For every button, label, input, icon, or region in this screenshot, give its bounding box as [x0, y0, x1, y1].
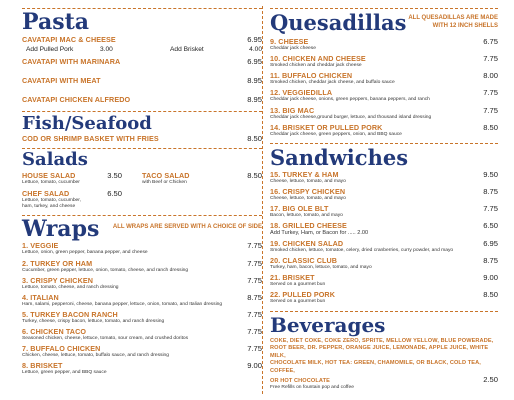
item-desc: Lettuce, tomato, cucumber,: [22, 198, 81, 204]
addon-label: Add Pulled Pork: [26, 46, 74, 53]
item-price: 7.75: [483, 204, 498, 213]
menu-item: [270, 54, 498, 63]
item-name: CAVATAPI CHICKEN ALFREDO: [22, 95, 131, 104]
item-name: 6. CHICKEN TACO: [22, 327, 87, 336]
menu-item: [22, 57, 262, 66]
left-column: [22, 0, 262, 376]
item-desc: Turkey, ham, bacon, lettuce, tomato, and mayo: [270, 265, 372, 271]
item-name: COD OR SHRIMP BASKET WITH FRIES: [22, 134, 159, 143]
wraps-header: [22, 216, 262, 243]
item-price: 7.75: [247, 344, 262, 354]
menu-item: [22, 171, 122, 180]
item-name: 1. VEGGIE: [22, 241, 59, 251]
item-name: 18. GRILLED CHEESE: [270, 221, 347, 231]
divider: [270, 311, 498, 312]
item-desc: ham, turkey, and cheese: [22, 204, 76, 210]
menu-item: [270, 239, 498, 248]
item-price: 8.50: [247, 171, 262, 180]
item-desc: Cheddar jack cheese: [270, 46, 316, 51]
menu-item: [22, 293, 262, 302]
item-price: 3.50: [107, 171, 122, 180]
item-desc: Cheese, lettuce, tomato, and mayo: [270, 178, 346, 184]
item-name: 9. CHEESE: [270, 37, 309, 46]
beverages-list: [270, 338, 498, 392]
item-name: 3. CRISPY CHICKEN: [22, 275, 94, 285]
item-price: 6.50: [483, 221, 498, 231]
item-desc: Cucumber, green pepper, lettuce, onion, tomato, cheese, and ranch dressing: [22, 267, 189, 273]
divider: [22, 111, 262, 112]
salads-right: [142, 171, 262, 210]
item-desc: Served on a gourmet bun: [270, 282, 326, 288]
wraps-title: Wraps: [22, 216, 100, 243]
pasta-list: [22, 35, 262, 104]
item-price: 6.95: [247, 35, 262, 44]
item-desc: Cheddar jack cheese,ground burger, lettuce, and thousand island dressing: [270, 114, 432, 120]
item-price: 9.50: [483, 169, 498, 179]
beverages-title: Beverages: [270, 312, 386, 337]
menu-item: [270, 106, 498, 115]
item-price: 8.95: [247, 76, 262, 85]
menu-item: [22, 35, 262, 44]
item-price: 8.00: [483, 71, 498, 81]
item-name: 15. TURKEY & HAM: [270, 169, 339, 179]
item-name: HOUSE SALAD: [22, 171, 76, 180]
item-name: 14. BRISKET OR PULLED PORK: [270, 122, 383, 132]
item-name: CAVATAPI MAC & CHEESE: [22, 35, 116, 44]
salads-title: Salads: [22, 149, 88, 170]
item-price: 6.50: [107, 189, 122, 199]
item-price: 7.75: [247, 241, 262, 251]
menu-item: [22, 276, 262, 285]
item-price: 8.95: [247, 95, 262, 104]
item-desc: Smoked chicken and cheddar jack cheese: [270, 63, 362, 69]
menu-item: [22, 344, 262, 353]
item-price: 7.75: [247, 309, 262, 319]
item-name: CHEF SALAD: [22, 189, 70, 199]
menu-item: [270, 123, 498, 132]
item-name: TACO SALAD: [142, 171, 190, 180]
menu-item: [22, 189, 122, 198]
beverage-line: OR HOT CHOCOLATE: [270, 378, 330, 385]
item-price: 7.75: [247, 258, 262, 268]
addon-price: 4.00: [249, 46, 262, 53]
item-name: 11. BUFFALO CHICKEN: [270, 71, 353, 81]
menu-item: [270, 204, 498, 213]
menu-item: [270, 37, 498, 46]
item-desc: Lettuce, onion, green pepper, banana pepper, and cheese: [22, 250, 148, 256]
item-price: 9.00: [483, 273, 498, 283]
beverage-line: COKE, DIET COKE, COKE ZERO, SPRITE, MELLOW YELLOW, BLUE POWERADE,: [270, 337, 494, 344]
item-price: 6.95: [483, 239, 498, 249]
note-line: WITH 12 INCH SHELLS: [432, 22, 498, 29]
item-price: 7.75: [483, 54, 498, 64]
item-name: 12. VEGGIEDILLA: [270, 88, 333, 98]
item-desc: Lettuce, green pepper, and BBQ sauce: [22, 370, 107, 376]
quesadillas-header: [270, 12, 498, 33]
item-price: 8.75: [483, 186, 498, 196]
divider: [270, 143, 498, 144]
item-name: 8. BRISKET: [22, 361, 63, 371]
item-price: 7.75: [247, 275, 262, 285]
item-desc: Add Turkey, Ham, or Bacon for ..... 2.00: [270, 230, 369, 237]
beverage-line: CHOCOLATE MILK, HOT TEA: GREEN, CHAMOMILE, OR BLACK, COLD TEA, COFFEE,: [270, 360, 481, 374]
note-line: ALL QUESADILLAS ARE MADE: [408, 15, 498, 21]
item-price: 7.75: [247, 327, 262, 336]
menu-item: [22, 134, 262, 143]
sandwiches-title: Sandwiches: [270, 144, 409, 170]
item-desc: Lettuce, tomato, cheese, and ranch dressing: [22, 284, 119, 290]
item-desc: Seasoned chicken, cheese, lettuce, tomato, sour cream, and crushed doritos: [22, 336, 189, 341]
sandwiches-list: [270, 170, 498, 306]
quesadillas-list: [270, 37, 498, 138]
item-desc: Turkey, cheese, crispy bacon, lettuce, tomato, and ranch dressing: [22, 318, 165, 324]
item-name: 22. PULLED PORK: [270, 290, 336, 300]
item-desc: Cheese, lettuce, tomato, and mayo: [270, 195, 346, 201]
item-price: 8.50: [483, 122, 498, 132]
item-desc: with Beef or Chicken: [142, 180, 187, 185]
menu-item: [22, 95, 262, 104]
item-desc: Lettuce, tomato, cucumber: [22, 180, 80, 185]
item-price: 9.00: [247, 361, 262, 371]
wraps-list: [22, 241, 262, 376]
menu-item: [22, 361, 262, 370]
item-price: 6.95: [247, 57, 262, 66]
item-desc: Cheddar jack cheese, green peppers, onion, and BBQ sauce: [270, 131, 402, 137]
quesadillas-title: Quesadillas: [270, 10, 407, 35]
item-desc: Smoked chicken, lettuce, tomatoe, celery, dried cranberries, curry powder, and mayo: [270, 248, 454, 254]
pasta-addons: [22, 46, 262, 53]
menu-item: [270, 375, 498, 384]
menu-item: [22, 259, 262, 268]
item-name: CAVATAPI WITH MEAT: [22, 76, 101, 85]
right-column: [270, 0, 498, 391]
quesadillas-note: [408, 15, 498, 30]
menu-item: [270, 170, 498, 179]
item-name: 7. BUFFALO CHICKEN: [22, 344, 101, 354]
addon-label: Add Brisket: [170, 46, 204, 53]
item-name: CAVATAPI WITH MARINARA: [22, 57, 121, 66]
item-name: 5. TURKEY BACON RANCH: [22, 309, 118, 319]
item-price: 2.50: [483, 375, 498, 385]
item-desc: Bacon, lettuce, tomato, and mayo: [270, 213, 343, 218]
item-price: 8.50: [483, 290, 498, 300]
fish-title: Fish/Seafood: [22, 113, 152, 134]
divider: [270, 8, 498, 9]
item-name: 17. BIG OLE BLT: [270, 204, 329, 213]
item-price: 7.75: [483, 88, 498, 98]
menu-item: [22, 310, 262, 319]
salads-list: [22, 171, 262, 210]
item-name: 13. BIG MAC: [270, 105, 315, 115]
menu-item: [270, 221, 498, 230]
item-desc: Cheddar jack cheese, onions, green peppers, banana peppers, and ranch: [270, 97, 430, 103]
item-name: 10. CHICKEN AND CHEESE: [270, 54, 366, 64]
beverage-line: ROOT BEER, DR. PEPPER, ORANGE JUICE, LEMONADE, APPLE JUICE, WHITE MILK,: [270, 345, 489, 359]
salads-left: [22, 171, 142, 210]
item-desc: Smoked chicken, cheddar jack cheese, and buffalo sauce: [270, 80, 395, 86]
menu-item: [270, 256, 498, 265]
wraps-note: ALL WRAPS ARE SERVED WITH A CHOICE OF SIDE: [112, 224, 262, 231]
pasta-title: Pasta: [22, 9, 90, 35]
item-name: 19. CHICKEN SALAD: [270, 239, 344, 249]
menu-item: [22, 327, 262, 336]
item-desc: Served on a gourmet bun: [270, 299, 326, 305]
item-price: 8.50: [247, 134, 262, 143]
item-name: 4. ITALIAN: [22, 292, 59, 302]
item-price: 6.75: [483, 37, 498, 46]
menu-item: [270, 71, 498, 80]
beverages-note: Free Refills on fountain pop and coffee: [270, 385, 354, 391]
item-name: 21. BRISKET: [270, 273, 315, 283]
addon-price: 3.00: [100, 46, 113, 53]
menu-item: [270, 187, 498, 196]
item-desc: Chicken, cheese, lettuce, tomato, buffalo sauce, and ranch dressing: [22, 353, 169, 359]
item-name: 2. TURKEY OR HAM: [22, 258, 93, 268]
item-desc: Ham, salami, pepperoni, cheese, banana pepper, lettuce, onion, tomato, and Italian dressing: [22, 301, 223, 307]
item-name: 16. CRISPY CHICKEN: [270, 186, 346, 196]
menu-item: [270, 273, 498, 282]
item-name: 20. CLASSIC CLUB: [270, 256, 338, 266]
item-price: 8.75: [483, 256, 498, 266]
menu-item: [22, 76, 262, 85]
item-price: 8.75: [247, 292, 262, 302]
menu-item: [142, 171, 262, 180]
item-price: 7.75: [483, 105, 498, 115]
column-divider: [262, 6, 263, 394]
